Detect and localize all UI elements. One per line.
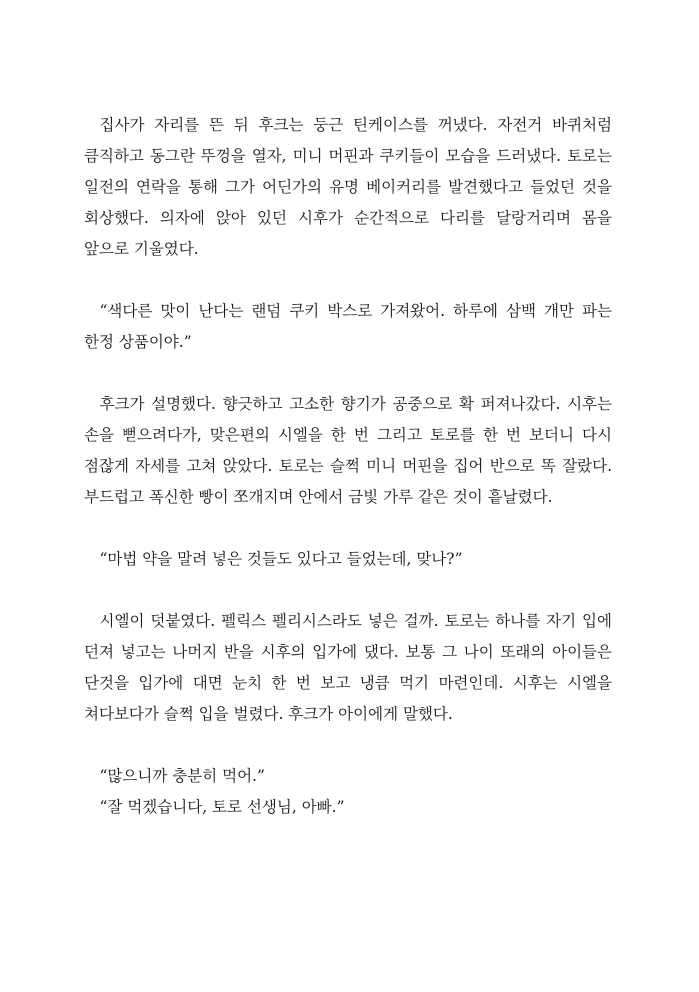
dialogue-3: “많으니까 충분히 먹어.” (99, 767, 265, 785)
dialogue-2: “마법 약을 말려 넣은 것들도 있다고 들었는데, 맞나?” (99, 550, 463, 568)
dialogue-1: “색다른 맛이 난다는 랜덤 쿠키 박스로 가져왔어. 하루에 삼백 개만 파는 한정 상품이야.” (84, 302, 612, 351)
paragraph-3: 시엘이 덧붙였다. 펠릭스 펠리시스라도 넣은 걸까. 토로는 하나를 자기 입에 던져 넣고는 나머지 반을 시후의 입가에 댔다. 보통 그 나이 또래의 아이들은 단것을 입가에 대면 눈치 한 번 보고 냉큼 먹기 마련인데. 시후는 시엘을 쳐다보다가 슬쩍 입을 벌렸다. 후크가 아이에게 말했다. (84, 612, 612, 723)
document-page (84, 110, 612, 823)
dialogue-4: “잘 먹겠습니다, 토로 선생님, 아빠.” (99, 798, 345, 816)
paragraph-1: 집사가 자리를 뜬 뒤 후크는 둥근 틴케이스를 꺼냈다. 자전거 바퀴처럼 큼직하고 동그란 뚜껑을 열자, 미니 머핀과 쿠키들이 모습을 드러냈다. 토로는 일전의 연락을 통해 그가 어딘가의 유명 베이커리를 발견했다고 들었던 것을 회상했다. 의자에 앉아 있던 시후가 순간적으로 다리를 달랑거리며 몸을 앞으로 기울였다. (84, 116, 612, 258)
paragraph-2: 후크가 설명했다. 향긋하고 고소한 향기가 공중으로 확 퍼져나갔다. 시후는 손을 뻗으려다가, 맞은편의 시엘을 한 번 그리고 토로를 한 번 보더니 다시 점잖게 자세를 고쳐 앉았다. 토로는 슬쩍 미니 머핀을 집어 반으로 똑 잘랐다. 부드럽고 폭신한 빵이 쪼개지며 안에서 금빛 가루 같은 것이 흩날렸다. (84, 395, 612, 506)
